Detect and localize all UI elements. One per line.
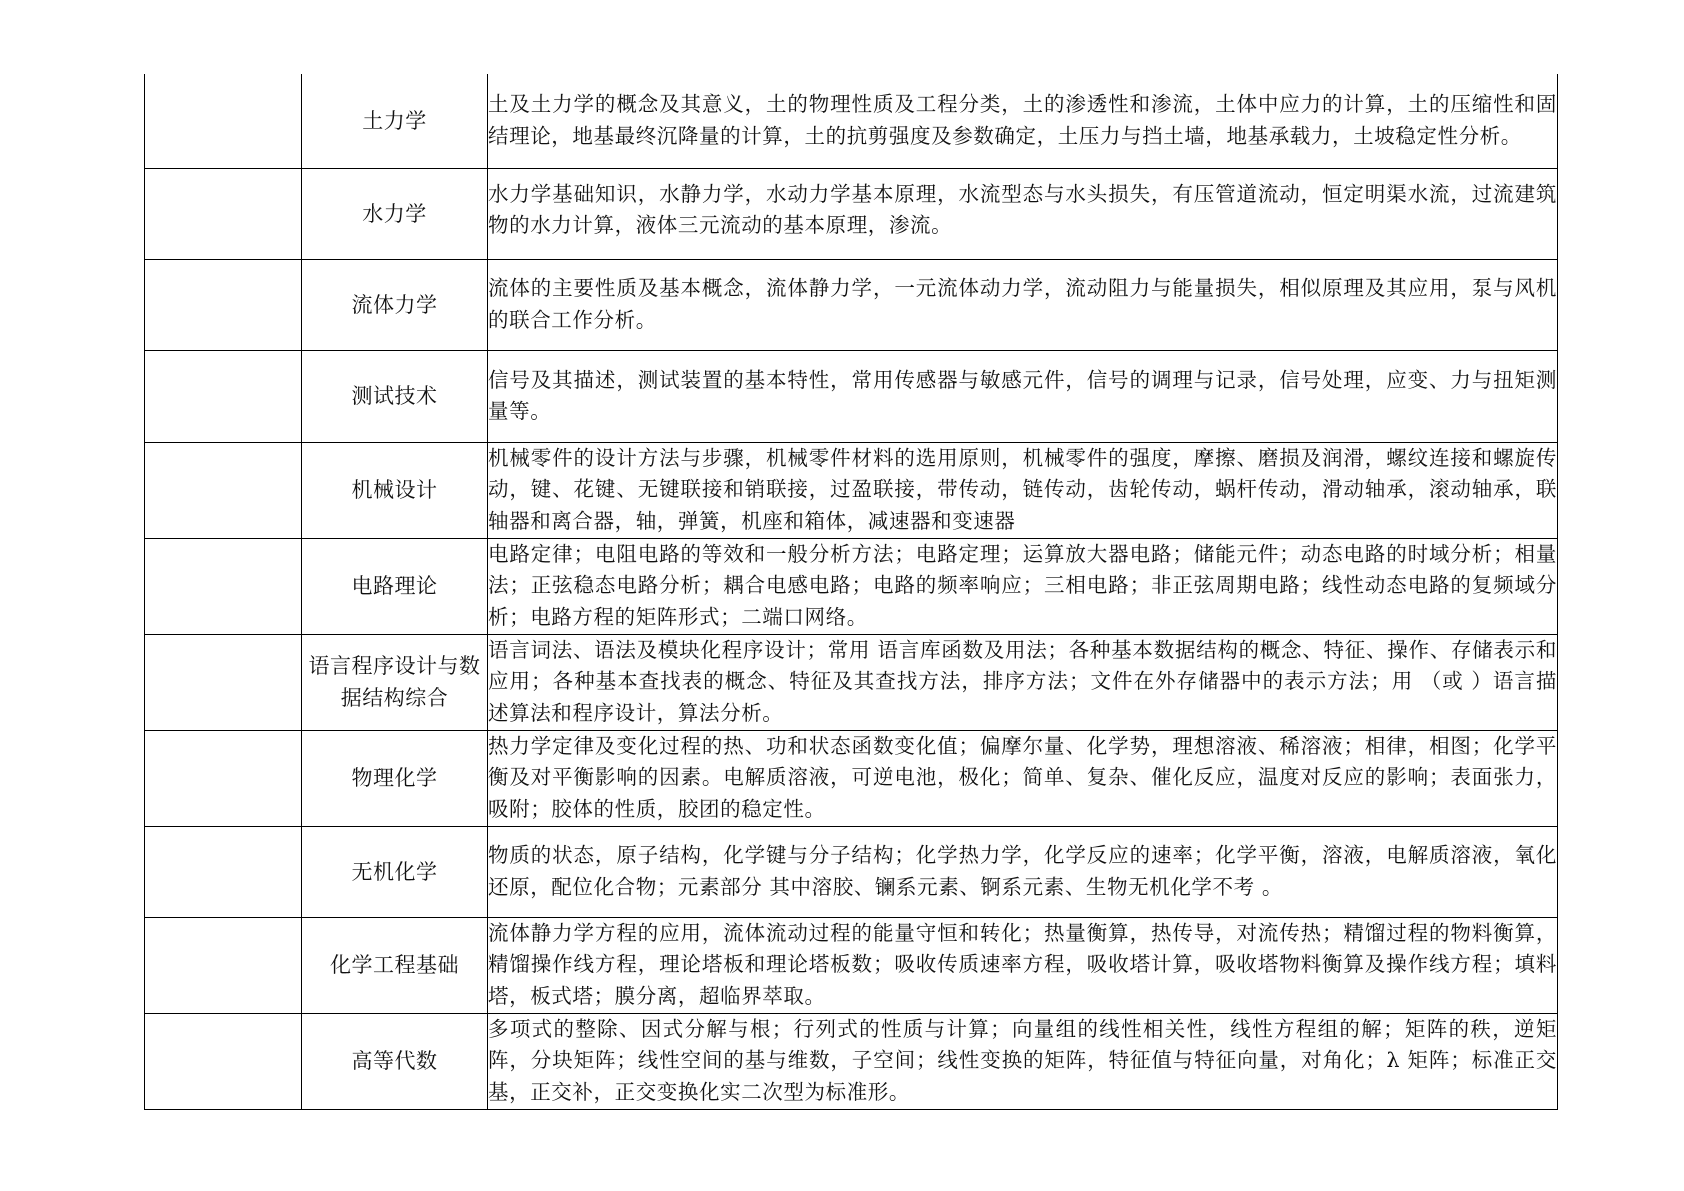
course-content: 信号及其描述，测试装置的基本特性，常用传感器与敏感元件，信号的调理与记录，信号处理，应变、力与扭矩测量等。 (488, 350, 1558, 442)
course-name: 土力学 (302, 74, 488, 168)
course-content: 物质的状态，原子结构，化学键与分子结构；化学热力学，化学反应的速率；化学平衡，溶液，电解质溶液，氧化还原，配位化合物；元素部分 其中溶胶、镧系元素、锕系元素、生物无机化学不考 。 (488, 826, 1558, 917)
category-cell (145, 826, 302, 917)
course-content: 语言词法、语法及模块化程序设计；常用 语言库函数及用法；各种基本数据结构的概念、特征、操作、存储表示和应用；各种基本查找表的概念、特征及其查找方法，排序方法；文件在外存储器中的表示方法；用 （或 ）语言描述算法和程序设计，算法分析。 (488, 634, 1558, 730)
course-content: 多项式的整除、因式分解与根；行列式的性质与计算；向量组的线性相关性，线性方程组的解；矩阵的秩，逆矩阵，分块矩阵；线性空间的基与维数，子空间；线性变换的矩阵，特征值与特征向量，对角化；λ 矩阵；标准正交基，正交补，正交变换化实二次型为标准形。 (488, 1013, 1558, 1109)
course-content: 机械零件的设计方法与步骤，机械零件材料的选用原则，机械零件的强度，摩擦、磨损及润滑，螺纹连接和螺旋传动，键、花键、无键联接和销联接，过盈联接，带传动，链传动，齿轮传动，蜗杆传动，滑动轴承，滚动轴承，联轴器和离合器，轴，弹簧，机座和箱体，减速器和变速器 (488, 442, 1558, 538)
course-content: 流体的主要性质及基本概念，流体静力学，一元流体动力学，流动阻力与能量损失，相似原理及其应用，泵与风机的联合工作分析。 (488, 259, 1558, 350)
course-syllabus-table (144, 74, 1558, 1110)
table-row (145, 259, 1558, 350)
course-name: 电路理论 (302, 538, 488, 634)
course-name: 语言程序设计与数据结构综合 (302, 634, 488, 730)
category-cell (145, 917, 302, 1013)
course-content: 水力学基础知识，水静力学，水动力学基本原理，水流型态与水头损失，有压管道流动，恒定明渠水流，过流建筑物的水力计算，液体三元流动的基本原理，渗流。 (488, 168, 1558, 259)
course-content: 流体静力学方程的应用，流体流动过程的能量守恒和转化；热量衡算，热传导，对流传热；精馏过程的物料衡算，精馏操作线方程，理论塔板和理论塔板数；吸收传质速率方程，吸收塔计算，吸收塔物料衡算及操作线方程；填料塔，板式塔；膜分离，超临界萃取。 (488, 917, 1558, 1013)
course-name: 流体力学 (302, 259, 488, 350)
category-cell (145, 538, 302, 634)
course-name: 高等代数 (302, 1013, 488, 1109)
table-row (145, 917, 1558, 1013)
course-name: 化学工程基础 (302, 917, 488, 1013)
course-content: 热力学定律及变化过程的热、功和状态函数变化值；偏摩尔量、化学势，理想溶液、稀溶液；相律，相图；化学平衡及对平衡影响的因素。电解质溶液，可逆电池，极化；简单、复杂、催化反应，温度对反应的影响；表面张力，吸附；胶体的性质，胶团的稳定性。 (488, 730, 1558, 826)
category-cell (145, 74, 302, 168)
category-cell (145, 442, 302, 538)
table-row (145, 826, 1558, 917)
table-row (145, 730, 1558, 826)
course-content: 土及土力学的概念及其意义，土的物理性质及工程分类，土的渗透性和渗流，土体中应力的计算，土的压缩性和固结理论，地基最终沉降量的计算，土的抗剪强度及参数确定，土压力与挡土墙，地基承载力，土坡稳定性分析。 (488, 74, 1558, 168)
table-row (145, 538, 1558, 634)
category-cell (145, 168, 302, 259)
course-name: 无机化学 (302, 826, 488, 917)
course-name: 物理化学 (302, 730, 488, 826)
category-cell (145, 730, 302, 826)
course-content: 电路定律；电阻电路的等效和一般分析方法；电路定理；运算放大器电路；储能元件；动态电路的时域分析；相量法；正弦稳态电路分析；耦合电感电路；电路的频率响应；三相电路；非正弦周期电路；线性动态电路的复频域分析；电路方程的矩阵形式；二端口网络。 (488, 538, 1558, 634)
table-row (145, 1013, 1558, 1109)
table-row (145, 74, 1558, 168)
table-row (145, 634, 1558, 730)
course-name: 水力学 (302, 168, 488, 259)
category-cell (145, 259, 302, 350)
table-row (145, 442, 1558, 538)
category-cell (145, 1013, 302, 1109)
category-cell (145, 634, 302, 730)
course-name: 机械设计 (302, 442, 488, 538)
course-name: 测试技术 (302, 350, 488, 442)
table-row (145, 168, 1558, 259)
table-row (145, 350, 1558, 442)
category-cell (145, 350, 302, 442)
